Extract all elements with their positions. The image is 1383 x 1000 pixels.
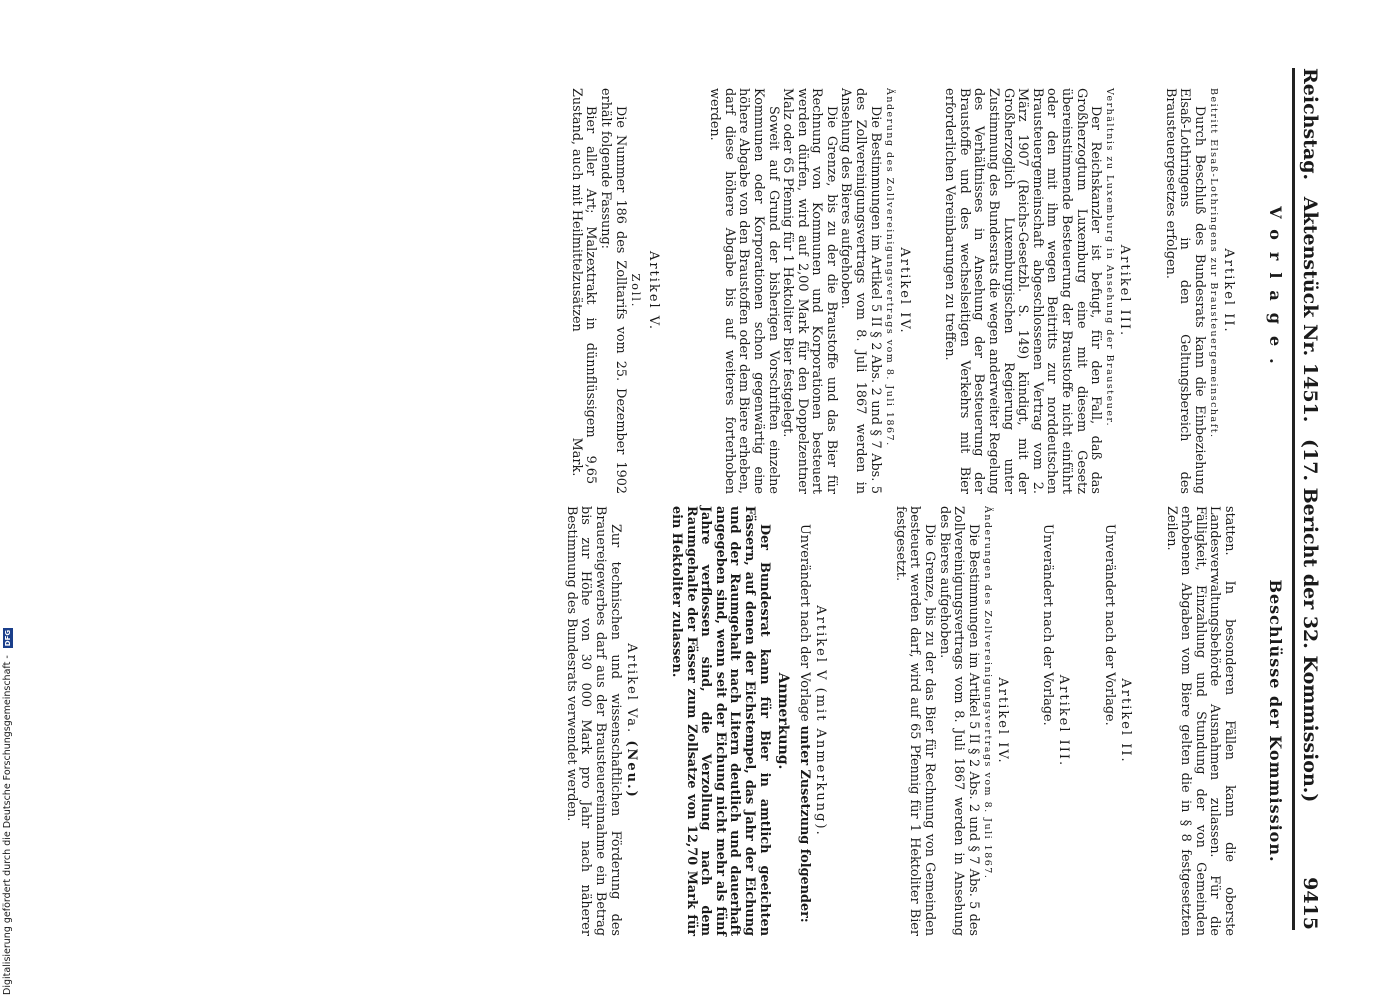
article-heading: Artikel II. [1221, 248, 1236, 334]
article-subheading: Beitritt Elsaß-Lothringens zur Brausteuergemeinschaft. [1208, 88, 1219, 439]
article-subheading: Verhältnis zu Luxemburg in Ansehung der Brausteuer. [1104, 88, 1116, 427]
article-text: Unverändert nach der Vorlage. [1040, 524, 1056, 726]
article-heading: Artikel V (mit Anmerkung). [813, 605, 829, 837]
article-text: Die Nummer 186 des Zolltarifs vom 25. Dezember 1902 erhält folgende Fassung: [597, 88, 628, 494]
header-reichstag: Reichstag. [1299, 68, 1321, 181]
continued-text: statten. In besonderen Fällen kann die oberste Landesverwaltungsbehörde Ausnahmen zulassen. Für die Fälligkeit, Einzahlung und Stundung der von Gemeinden erhobenen Abgaben vom Biere gelten die in § 8 festgesetzten Zeilen. [1163, 506, 1237, 936]
tariff-value: 9,65 Mark. [568, 437, 599, 485]
article-text: Zur technischen und wissenschaftlichen Förderung des Brauereigewerbes darf aus der Brausteuereinnahme ein Betrag bis zur Höhe von 30 000 Mark pro Jahr nach näherer Bestimmung des Bundesrats verwendet werden. [563, 506, 623, 936]
dfg-logo: DFG [3, 629, 12, 647]
article-heading: Artikel III. [1056, 674, 1072, 768]
article-text-b: unter Zusetzung folgender: [797, 725, 813, 923]
article-heading-label: Artikel Va. [623, 643, 639, 735]
article-paragraph: Die Grenze, bis zu der die Braustoffe und das Bier für Rechnung von Kommunen und Korporationen besteuert werden dürfen, wird auf 2,00 Mark für den Doppelzentner Malz oder 65 Pfennig für 1 Hektoliter Bier festgelegt. [780, 88, 839, 494]
article-heading: Artikel III. [1117, 244, 1133, 338]
article-heading: Artikel II. [1118, 678, 1134, 764]
article-text: Unverändert nach der Vorlage. [1102, 524, 1118, 726]
article-text: Der Reichskanzler ist befugt, für den Fall, daß das Großherzogtum Luxemburg eine mit diesem Gesetz übereinstimmende Besteuerung der Braustoffe nicht einführt oder den mit ihm wegen Beitritts zur norddeutschen Brausteuergemeinschaft abgeschlossenen Vertrag vom 2. März 1907 (Reichs-Gesetzbl. S. 149) kündigt, mit der Großherzoglich Luxemburgischen Regierung unter Zustimmung des Bundesrats die wegen anderweiter Regelung des Verhältnisses in Ansehung der Besteuerung der Braustoffe und des wechselseitigen Verkehrs mit Bier erforderlichen Vereinbarungen zu treffen. [942, 88, 1104, 494]
article-paragraph: Die Bestimmungen im Artikel 5 II § 2 Abs. 2 und § 7 Abs. 5 des Zollvereinigungsvertrags vom 8. Juli 1867 werden in Ansehung des Bieres aufgehoben. [838, 88, 883, 494]
remark-title: Anmerkung. [774, 672, 791, 770]
column-vorlage [568, 88, 1285, 494]
column-title-kommission: Beschlüsse der Kommission. [1266, 579, 1285, 863]
page-header [1292, 68, 1321, 930]
column-kommission [563, 506, 1285, 936]
column-title-vorlage: Vorlage. [1266, 206, 1285, 376]
article-subheading: Zoll. [628, 273, 642, 309]
article-paragraph: Die Bestimmungen im Artikel 5 II § 2 Abs. 2 und § 7 Abs. 5 des Zollvereinigungsvertrags vom 8. Juli 1867 werden in Ansehung des Bieres aufgehoben. [936, 506, 981, 936]
tariff-item: Bier aller Art; Malzextrakt in dünnflüssigem Zustand, auch mit Heilmittelzusätzen [568, 88, 599, 438]
article-text-a: Unverändert nach der Vorlage [797, 524, 813, 722]
article-heading: Artikel IV. [896, 247, 912, 335]
header-aktenstueck: Aktenstück Nr. 1451. [1299, 196, 1321, 423]
digitization-credit [2, 605, 16, 995]
article-new-tag: (Neu.) [623, 740, 639, 799]
remark-text: Der Bundesrat kann für Bier in amtlich geeichten Fässern, auf denen der Eichstempel, das Jahr der Eichung und der Raumgehalt nach Litern deutlich und dauerhaft angegeben sind, wenn seit der Eichung nicht mehr als fünf Jahre verflossen sind, die Verzollung nach dem Raumgehalte der Fässer zum Zollsatze von 12,70 Mark für ein Hektoliter zulassen. [669, 506, 772, 936]
credit-text: Digitalisierung gefördert durch die Deutsche Forschungsgemeinschaft - [2, 655, 13, 995]
article-heading: Artikel IV. [994, 677, 1010, 765]
article-subheading: Änderung des Zollvereinigungsvertrags vom 8. Juli 1867. [883, 88, 895, 447]
article-heading: Artikel V. [645, 250, 661, 332]
article-text [797, 506, 812, 936]
page-number: 9415 [1299, 877, 1321, 930]
header-bericht: (17. Bericht der 32. Kommission.) [1299, 439, 1321, 803]
article-paragraph: Soweit auf Grund der bisherigen Vorschriften einzelne Kommunen oder Korporationen schon gegenwärtig eine höhere Abgabe von den Braustoffen oder dem Biere erheben, darf diese höhere Abgabe bis auf weiteres forterhoben werden. [707, 88, 781, 494]
article-paragraph: Die Grenze, bis zu der das Bier für Rechnung von Gemeinden besteuert werden darf, wird auf 65 Pfennig für 1 Hektoliter Bier festgesetzt. [892, 506, 938, 936]
article-heading [624, 506, 639, 936]
article-text: Durch Beschluß des Bundesrats kann die Einbeziehung Elsaß-Lothringens in den Geltungsbereich des Brausteuergesetzes erfolgen. [1162, 88, 1207, 494]
article-subheading: Änderungen des Zollvereinigungsvertrags vom 8. Juli 1867. [981, 506, 993, 880]
tariff-line [568, 88, 597, 494]
